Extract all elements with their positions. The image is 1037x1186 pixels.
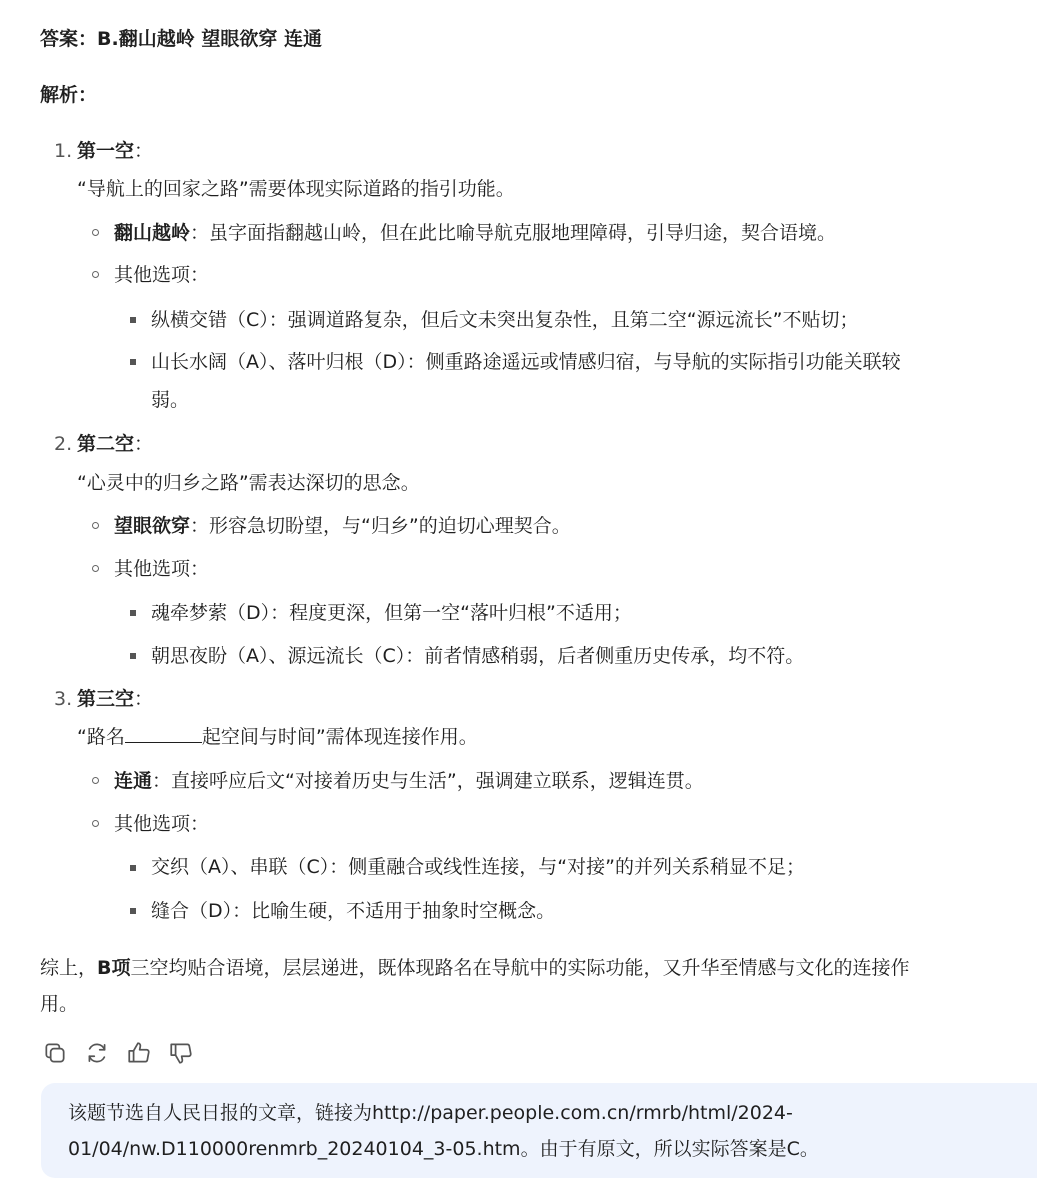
square-bullet-icon — [130, 610, 136, 616]
copy-icon — [42, 1040, 68, 1066]
item-colon: ： — [134, 140, 154, 162]
other-option: 朝思夜盼（A）、源远流长（C）：前者情感稍弱，后者侧重历史传承，均不符。 — [151, 645, 805, 667]
square-bullet-icon — [130, 653, 136, 659]
others-label: 其他选项： — [114, 558, 210, 580]
correct-option — [114, 512, 571, 540]
answer-label: 答案： — [40, 28, 98, 50]
item-title: 第二空 — [77, 433, 135, 455]
correct-term: 连通 — [114, 770, 153, 792]
item-heading — [77, 137, 153, 165]
note-line-2: 01/04/nw.D110000renmrb_20240104_3-05.htm。由于有原文，所以实际答案是C。 — [68, 1138, 819, 1160]
item-heading — [77, 430, 153, 458]
refresh-icon — [84, 1040, 110, 1066]
item-intro: “心灵中的归乡之路”需表达深切的思念。 — [77, 472, 420, 494]
correct-text: ：形容急切盼望，与“归乡”的迫切心理契合。 — [190, 515, 571, 537]
square-bullet-icon — [130, 359, 136, 365]
item-intro: “导航上的回家之路”需要体现实际道路的指引功能。 — [77, 178, 515, 200]
circle-bullet-icon — [92, 271, 99, 278]
other-option: 交织（A）、串联（C）：侧重融合或线性连接，与“对接”的并列关系稍显不足； — [151, 856, 805, 878]
user-message-bubble — [41, 1083, 1037, 1178]
answer-line — [40, 25, 322, 53]
correct-term: 望眼欲穿 — [114, 515, 191, 537]
circle-bullet-icon — [92, 522, 99, 529]
summary-line — [40, 954, 910, 982]
correct-text: ：直接呼应后文“对接着历史与生活”，强调建立联系，逻辑连贯。 — [152, 770, 704, 792]
circle-bullet-icon — [92, 820, 99, 827]
others-label: 其他选项： — [114, 813, 210, 835]
analysis-heading: 解析： — [40, 84, 98, 106]
square-bullet-icon — [130, 865, 136, 871]
summary-line-2: 用。 — [40, 993, 79, 1015]
other-option: 纵横交错（C）：强调道路复杂，但后文未突出复杂性，且第二空“源远流长”不贴切； — [151, 309, 859, 331]
thumbs-up-icon — [126, 1040, 152, 1066]
copy-button[interactable] — [42, 1040, 70, 1068]
correct-option — [114, 219, 836, 247]
intro-part-b: 起空间与时间”需体现连接作用。 — [201, 726, 478, 748]
other-option-wrap: 弱。 — [151, 389, 190, 411]
item-colon: ： — [134, 433, 154, 455]
correct-text: ：虽字面指翻越山岭，但在此比喻导航克服地理障碍，引导归途，契合语境。 — [190, 222, 837, 244]
correct-term: 翻山越岭 — [114, 222, 191, 244]
list-number: 1. — [54, 140, 73, 162]
circle-bullet-icon — [92, 229, 99, 236]
circle-bullet-icon — [92, 565, 99, 572]
note-line-1: 该题节选自人民日报的文章，链接为http://paper.people.com.cn/rmrb/html/2024- — [68, 1102, 793, 1124]
regenerate-button[interactable] — [84, 1040, 112, 1068]
fill-blank — [125, 724, 202, 743]
item-title: 第一空 — [77, 140, 135, 162]
others-label: 其他选项： — [114, 264, 210, 286]
answer-value: B.翻山越岭 望眼欲穿 连通 — [97, 28, 322, 50]
circle-bullet-icon — [92, 777, 99, 784]
summary-bold: B项 — [97, 957, 131, 979]
list-number: 2. — [54, 433, 73, 455]
summary-prefix: 综上， — [40, 957, 98, 979]
correct-option — [114, 767, 704, 795]
thumbs-down-icon — [168, 1040, 194, 1066]
other-option: 缝合（D）：比喻生硬，不适用于抽象时空概念。 — [151, 900, 556, 922]
square-bullet-icon — [130, 908, 136, 914]
list-number: 3. — [54, 688, 73, 710]
item-title: 第三空 — [77, 688, 135, 710]
intro-part-a: “路名 — [77, 726, 125, 748]
dislike-button[interactable] — [168, 1040, 196, 1068]
summary-rest: 三空均贴合语境，层层递进，既体现路名在导航中的实际功能，又升华至情感与文化的连接作 — [130, 957, 910, 979]
item-colon: ： — [134, 688, 154, 710]
like-button[interactable] — [126, 1040, 154, 1068]
other-option: 魂牵梦萦（D）：程度更深，但第一空“落叶归根”不适用； — [151, 602, 632, 624]
square-bullet-icon — [130, 317, 136, 323]
item-heading — [77, 685, 153, 713]
item-intro — [77, 723, 478, 751]
other-option: 山长水阔（A）、落叶归根（D）：侧重路途遥远或情感归宿，与导航的实际指引功能关联较 — [151, 351, 901, 373]
